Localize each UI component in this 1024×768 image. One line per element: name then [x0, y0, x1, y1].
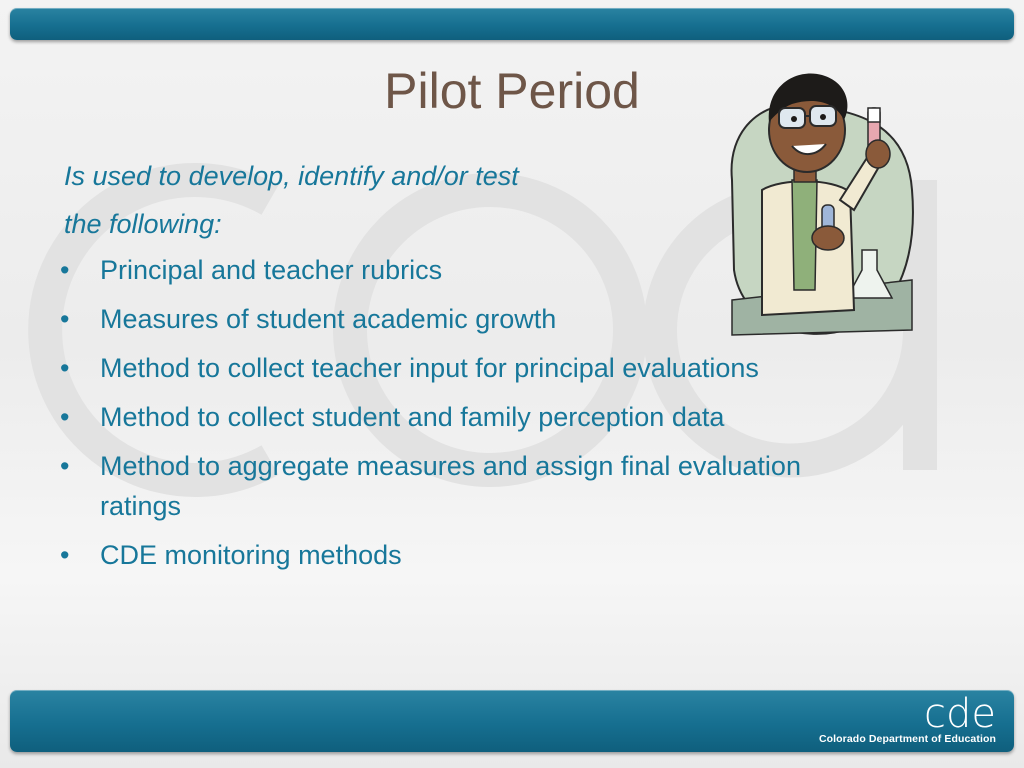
bullet-dot: • [60, 255, 70, 285]
list-item [58, 446, 860, 526]
bullet-dot: • [60, 353, 70, 383]
top-header-bar [10, 8, 1014, 40]
list-item [58, 348, 958, 388]
bullet-text: Method to collect teacher input for principal evaluations [100, 353, 759, 383]
intro-text [64, 152, 684, 248]
bullet-dot: • [60, 402, 70, 432]
slide-title: Pilot Period [384, 63, 640, 119]
scientist-with-test-tubes-icon [722, 60, 922, 340]
intro-line-1: Is used to develop, identify and/or test [64, 161, 519, 191]
bullet-text: Principal and teacher rubrics [100, 255, 443, 285]
bullet-text: Measures of student academic growth [100, 304, 557, 334]
bullet-text: CDE monitoring methods [100, 540, 402, 570]
bullet-dot: • [60, 451, 70, 481]
intro-line-2: the following: [64, 209, 222, 239]
cde-logo: cde [924, 691, 996, 737]
bullet-text: Method to aggregate measures and assign final evaluation ratings [100, 451, 801, 521]
list-item [58, 535, 958, 575]
list-item [58, 397, 958, 437]
footer-bar [10, 690, 1014, 752]
bullet-dot: • [60, 540, 70, 570]
organization-name: Colorado Department of Education [818, 733, 996, 745]
bullet-dot: • [60, 304, 70, 334]
bullet-text: Method to collect student and family perception data [100, 402, 725, 432]
